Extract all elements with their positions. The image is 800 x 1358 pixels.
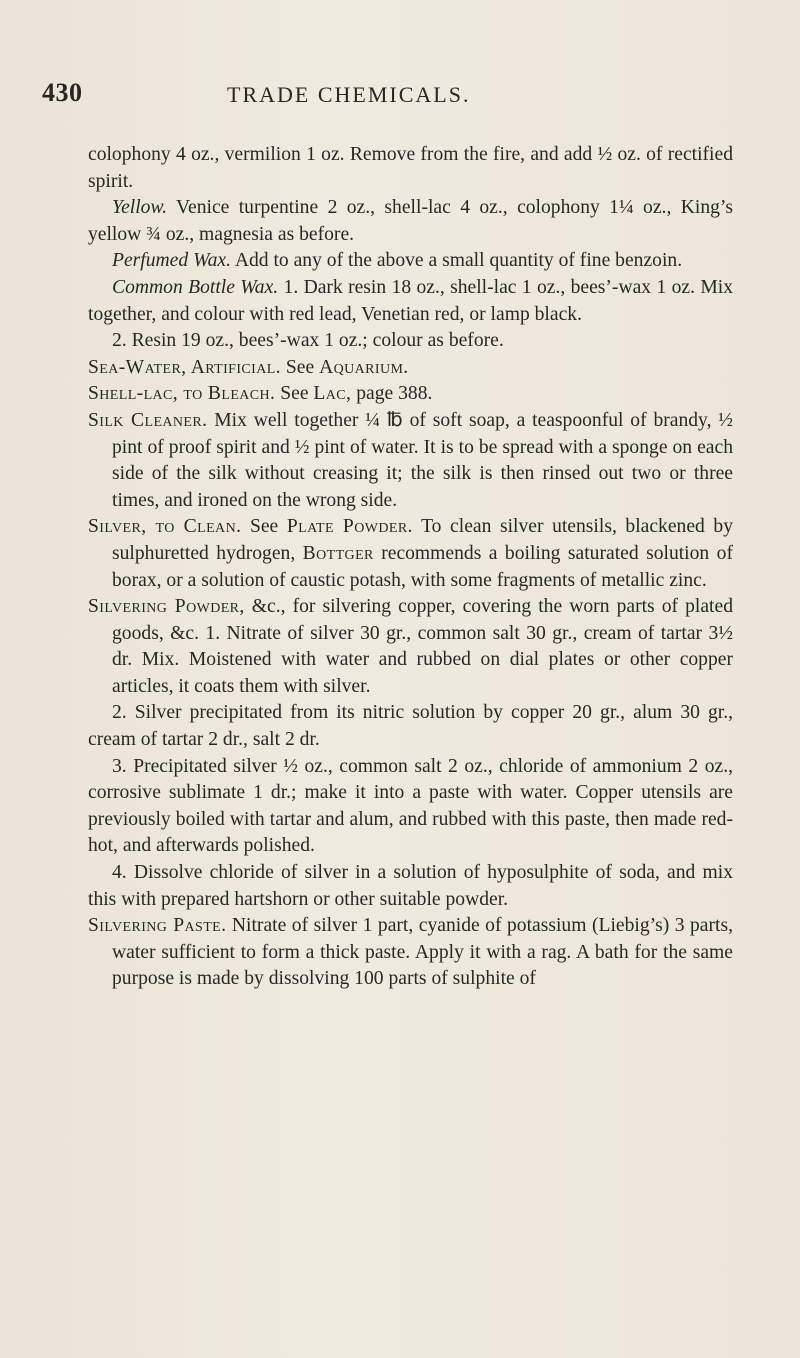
entry-heading: Shell-lac, to Bleach.: [88, 383, 276, 405]
page-body: [88, 142, 733, 993]
paragraph: Yellow. Venice turpentine 2 oz., shell-lac 4 oz., colophony 1¼ oz., King’s yellow ¾ oz., magnesia as before.: [88, 197, 733, 245]
entry-heading: Sea-Water, Artificial.: [88, 356, 281, 378]
page-number: 430: [42, 78, 83, 107]
paragraph: Common Bottle Wax. 1. Dark resin 18 oz., shell-lac 1 oz., bees’-wax 1 oz. Mix together, and colour with red lead, Venetian red, or lamp black.: [88, 276, 734, 325]
entry: Sea-Water, Artificial. See Aquarium.: [88, 356, 409, 378]
entry: Silver, to Clean. See Plate Powder. To clean silver utensils, blackened by sulphuretted hydrogen, Bottger recommends a boiling saturated solution of borax, or a solution of caustic potash, with some fragments of metallic zinc.: [88, 516, 734, 591]
entry-heading: Silvering Paste.: [88, 915, 227, 937]
entry: Silvering Powder, &c., for silvering copper, covering the worn parts of plated goods, &c. 1. Nitrate of silver 30 gr., common salt 30 gr., cream of tartar 3½ dr. Mix. Moistened with water and rubbed on dial plates or other copper articles, it coats them with silver.: [88, 596, 733, 697]
cross-reference: Aquarium.: [319, 356, 409, 378]
entry: Silk Cleaner. Mix well together ¼ ℔ of soft soap, a teaspoonful of brandy, ½ pint of proof spirit and ½ pint of water. It is to be spread with a sponge on each side of the silk without creasing it; the silk is then rinsed out two or three times, and ironed on the wrong side.: [88, 409, 733, 511]
cross-reference: Plate Powder.: [286, 516, 413, 538]
entry-heading: Silk Cleaner.: [88, 409, 208, 431]
entry: Silvering Paste. Nitrate of silver 1 part, cyanide of potassium (Liebig’s) 3 parts, water sufficient to form a thick paste. Apply it with a rag. A bath for the same purpose is made by dissolving 100 parts of sulphite of: [88, 915, 733, 990]
paragraph: Perfumed Wax. Add to any of the above a small quantity of fine benzoin.: [112, 250, 683, 272]
paragraph: 4. Dissolve chloride of silver in a solution of hyposulphite of soda, and mix this with prepared hartshorn or other suitable powder.: [88, 862, 733, 910]
cross-reference: Lac,: [313, 383, 352, 405]
entry-heading: Silvering Powder,: [88, 596, 245, 618]
paragraph: 2. Silver precipitated from its nitric solution by copper 20 gr., alum 30 gr., cream of tartar 2 dr., salt 2 dr.: [88, 702, 733, 751]
author-name: Bottger: [302, 542, 374, 564]
paragraph: 3. Precipitated silver ½ oz., common salt 2 oz., chloride of ammonium 2 oz., corrosive sublimate 1 dr.; make it into a paste with water. Copper utensils are previously boiled with tartar and alum, and rubbed with this paste, then made red-hot, and afterwards polished.: [88, 755, 733, 857]
paragraph: 2. Resin 19 oz., bees’-wax 1 oz.; colour as before.: [112, 330, 504, 352]
entry: Shell-lac, to Bleach. See Lac, page 388.: [88, 383, 433, 405]
page-header: [42, 78, 740, 118]
paragraph: colophony 4 oz., vermilion 1 oz. Remove from the fire, and add ½ oz. of rectified spirit.: [88, 144, 733, 192]
entry-heading: Silver, to Clean.: [88, 516, 242, 538]
running-head: TRADE CHEMICALS.: [227, 82, 471, 107]
